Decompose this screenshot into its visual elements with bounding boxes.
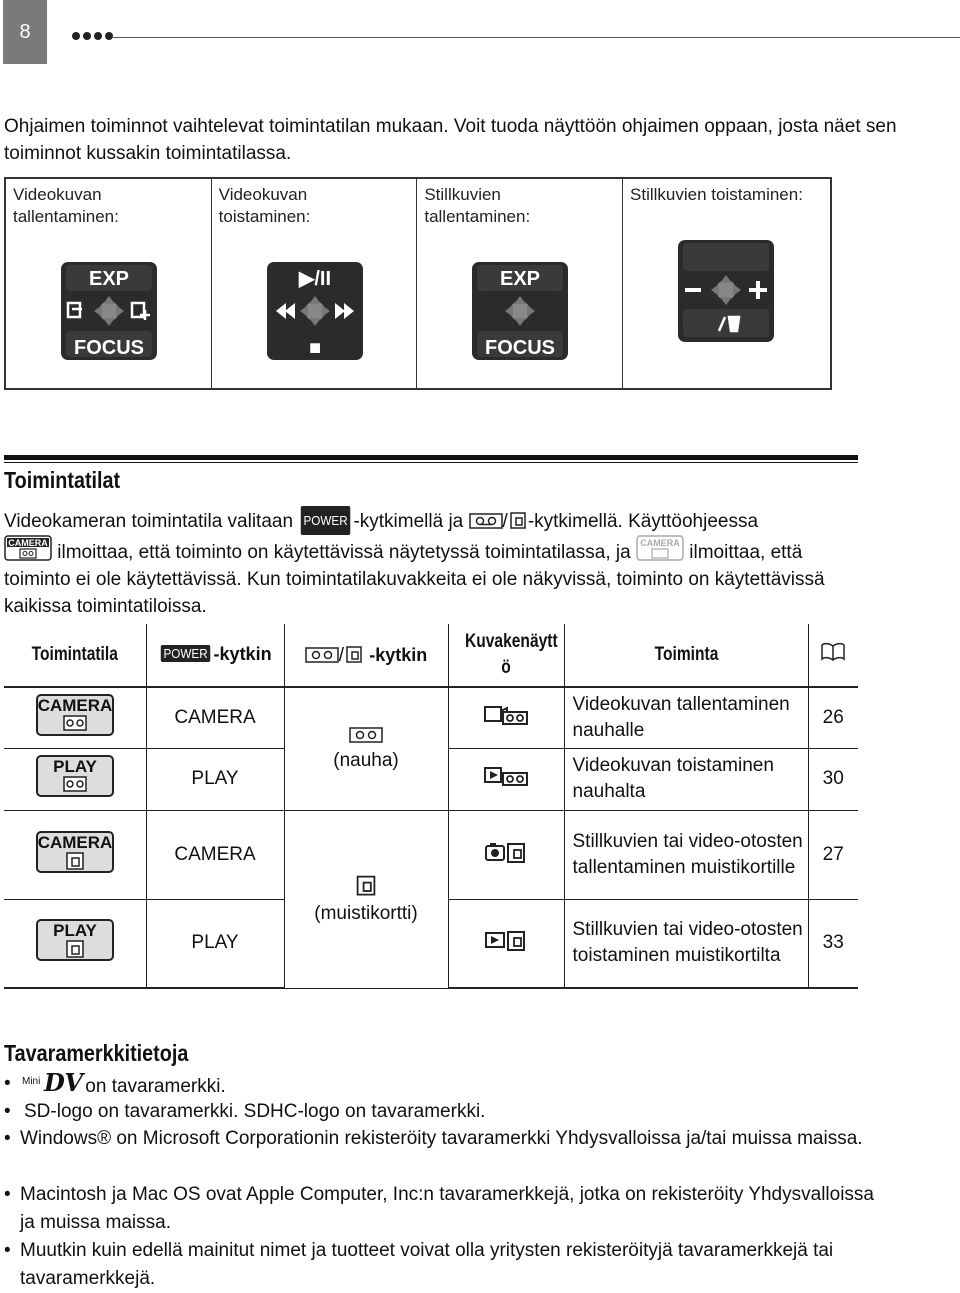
memory-card-icon [508, 510, 528, 530]
exp-label: EXP [88, 268, 130, 290]
section-paragraph [4, 506, 864, 620]
tape-icon [469, 512, 503, 530]
intro-text: Ohjaimen toiminnot vaihtelevat toimintatilan mukaan. Voit tuoda näyttöön ohjaimen oppaan, josta näet sen toiminnot kussakin toimintatilassa. [4, 116, 897, 164]
slash: / [338, 644, 344, 666]
para-text: -kytkimellä. Käyttöohjeessa [527, 511, 759, 532]
action-cell: Videokuvan tallentaminen nauhalle [564, 687, 808, 748]
camera-mode-disabled-icon [636, 535, 684, 561]
media-cell [284, 810, 448, 988]
media-cell [284, 687, 448, 810]
video-record-tape-icon [483, 704, 529, 726]
focus-label: FOCUS [74, 337, 144, 359]
power-badge: POWER [161, 645, 211, 662]
svg-text:CAMERA: CAMERA [37, 695, 113, 715]
table-row [4, 810, 858, 899]
para-text: Videokameran toimintatila valitaan [4, 511, 294, 532]
media-label: (muistikortti) [314, 903, 418, 924]
trademark-item: • Macintosh ja Mac OS ovat Apple Computer, Inc:n tavaramerkkejä, jotka on rekisteröity Yhdysvalloissa ja muissa maissa. [4, 1184, 874, 1233]
trademark-item: • Windows® on Microsoft Corporationin rekisteröity tavaramerkki Yhdysvalloissa ja/tai muissa maissa. [4, 1128, 863, 1149]
table-row [4, 687, 858, 748]
col-power-header: -kytkin [213, 644, 272, 664]
play-tape-mode-icon [36, 755, 114, 797]
mode-video-playback [212, 179, 418, 388]
media-label: (nauha) [333, 749, 399, 771]
play-pause-label: ▶/II [298, 268, 331, 290]
camera-tape-mode-icon [4, 535, 52, 561]
col-mode-header: Toimintatila [31, 644, 118, 665]
action-cell: Videokuvan toistaminen nauhalta [564, 748, 808, 810]
video-play-tape-icon [483, 765, 529, 787]
tape-icon [305, 646, 339, 664]
mode-label: Videokuvan tallentaminen: [13, 185, 119, 226]
stop-label: ■ [308, 337, 321, 359]
mode-label: Videokuvan toistaminen: [218, 185, 311, 226]
memory-card-icon [354, 873, 378, 897]
svg-text:CAMERA: CAMERA [640, 538, 680, 548]
svg-text:CAMERA: CAMERA [8, 538, 48, 548]
header-rule [112, 37, 960, 38]
power-cell: PLAY [146, 748, 284, 810]
mode-label: Stillkuvien toistaminen: [630, 185, 803, 204]
header-dots [72, 30, 113, 42]
camera-tape-mode-icon [36, 694, 114, 736]
trademark-item: • SD-logo on tavaramerkki. SDHC-logo on tavaramerkki. [4, 1101, 486, 1122]
svg-text:PLAY: PLAY [52, 757, 97, 776]
joystick-playback-icon [266, 261, 364, 367]
exp-label: EXP [500, 268, 541, 290]
para-text: ilmoittaa, että toiminto ei ole käytettävissä. Kun toimintatilakuvakkeita ei ole näkyvissä, toiminto on käytettävissä kaikissa toimintatiloissa. [4, 542, 825, 617]
memory-card-icon [344, 644, 364, 664]
trademarks-title: Tavaramerkkitietoja [4, 1040, 189, 1066]
page-ref: 27 [808, 810, 858, 899]
col-screen-header: Kuvakenäytt ö [465, 631, 558, 678]
page-ref: 30 [808, 748, 858, 810]
focus-label: FOCUS [485, 337, 556, 359]
para-text: / [502, 511, 508, 532]
table-header-row [4, 624, 858, 687]
page-number: 8 [3, 0, 47, 64]
svg-text:PLAY: PLAY [52, 921, 97, 941]
power-cell: PLAY [146, 899, 284, 988]
action-cell: Stillkuvien tai video-otosten tallentaminen muistikortille [564, 810, 808, 899]
power-badge: POWER [301, 506, 351, 535]
para-text: ilmoittaa, että toiminto on käytettävissä näytetyssä toimintatilassa, ja [57, 542, 631, 563]
mode-still-record [417, 179, 623, 388]
action-cell: Stillkuvien tai video-otosten toistaminen muistikortilta [564, 899, 808, 988]
trademark-item: • Mini DV on tavaramerkki. [4, 1068, 226, 1097]
camera-card-mode-icon [36, 831, 114, 873]
book-icon [820, 642, 846, 662]
para-text: -kytkimellä ja [353, 511, 464, 532]
col-media-header: -kytkin [369, 644, 428, 665]
play-card-icon [484, 928, 528, 952]
mode-table [4, 624, 858, 989]
mode-video-record [6, 179, 212, 388]
minidv-logo: Mini DV [22, 1068, 84, 1097]
page-ref: 26 [808, 687, 858, 748]
play-card-mode-icon [36, 919, 114, 961]
still-record-card-icon [484, 840, 528, 864]
power-cell: CAMERA [146, 810, 284, 899]
mode-label: Stillkuvien tallentaminen: [424, 185, 531, 226]
joystick-exp-focus-icon [60, 261, 158, 367]
joystick-still-playback-icon [677, 239, 775, 349]
section-rule-thin [4, 462, 858, 463]
page-ref: 33 [808, 899, 858, 988]
section-title: Toimintatilat [4, 467, 121, 493]
svg-text:CAMERA: CAMERA [37, 832, 113, 852]
joystick-exp-focus-icon [471, 261, 569, 367]
joystick-modes-box [4, 177, 832, 390]
power-cell: CAMERA [146, 687, 284, 748]
col-action-header: Toiminta [654, 644, 718, 665]
trademark-item: • Muutkin kuin edellä mainitut nimet ja tuotteet voivat olla yritysten rekisteröityjä tavaramerkkejä tai tavaramerkkejä. [4, 1240, 834, 1289]
tape-icon [349, 726, 383, 744]
section-rule [4, 455, 858, 460]
mode-still-playback [623, 179, 830, 388]
